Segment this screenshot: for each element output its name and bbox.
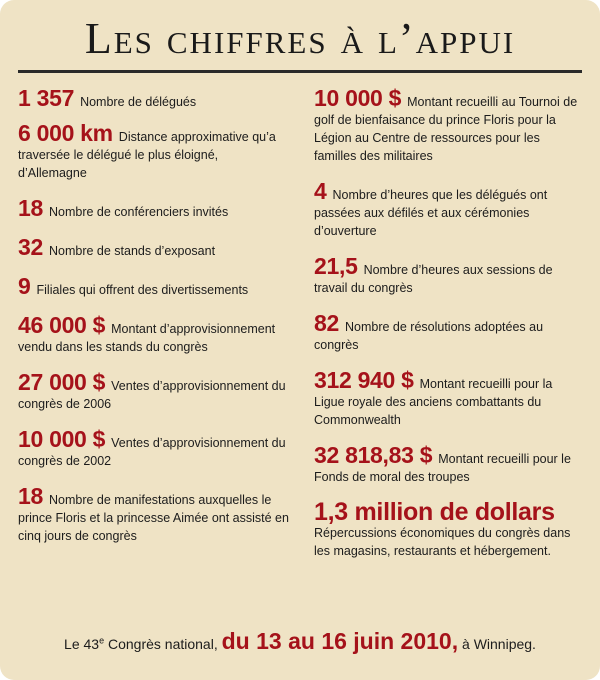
fact-item bbox=[18, 235, 290, 260]
fact-text: Nombre de délégués bbox=[80, 95, 197, 109]
footer-ordinal: e bbox=[99, 635, 105, 646]
fact-number: 10 000 $ bbox=[314, 85, 402, 111]
fact-text: Nombre de stands d’exposant bbox=[48, 244, 216, 258]
title-divider bbox=[18, 70, 582, 73]
fact-number: 1 357 bbox=[18, 85, 75, 111]
fact-number: 18 bbox=[18, 483, 43, 509]
fact-item bbox=[18, 427, 290, 470]
fact-text: Distance approximative qu’a traversée le délégué le plus éloigné, d’Allemagne bbox=[18, 130, 276, 180]
footer-prefix: Le 43 bbox=[64, 636, 100, 652]
fact-text: Répercussions économiques du congrès dans les magasins, restaurants et hébergement. bbox=[314, 526, 571, 558]
fact-text: Ventes d’approvisionnement du congrès de 2002 bbox=[18, 436, 286, 468]
fact-text: Montant d’approvisionnement vendu dans les stands du congrès bbox=[18, 322, 276, 354]
fact-text: Nombre de résolutions adoptées au congrès bbox=[314, 320, 544, 352]
footer-suffix: à Winnipeg. bbox=[458, 636, 536, 652]
fact-number: 10 000 $ bbox=[18, 426, 106, 452]
fact-text: Nombre d’heures que les délégués ont passées aux défilés et aux cérémonies d’ouverture bbox=[314, 188, 548, 238]
fact-item bbox=[314, 254, 584, 297]
fact-number: 46 000 $ bbox=[18, 312, 106, 338]
fact-number: 21,5 bbox=[314, 253, 358, 279]
fact-item bbox=[314, 368, 584, 429]
fact-item bbox=[314, 443, 584, 486]
fact-number: 312 940 $ bbox=[314, 367, 414, 393]
footer-dates: du 13 au 16 juin 2010, bbox=[221, 628, 459, 654]
fact-text: Montant recueilli au Tournoi de golf de bienfaisance du prince Floris pour la Légion au Centre de ressources pour les familles des militaires bbox=[314, 95, 578, 163]
fact-text: Montant recueilli pour la Ligue royale des anciens combattants du Commonwealth bbox=[314, 377, 553, 427]
fact-number: 27 000 $ bbox=[18, 369, 106, 395]
event-footer bbox=[0, 628, 600, 655]
fact-number: 32 818,83 $ bbox=[314, 442, 433, 468]
right-column bbox=[314, 86, 584, 574]
fact-text: Ventes d’approvisionnement du congrès de 2006 bbox=[18, 379, 286, 411]
left-column bbox=[18, 86, 290, 559]
fact-item bbox=[314, 179, 584, 240]
fact-item bbox=[18, 86, 290, 111]
fact-item bbox=[18, 484, 290, 545]
fact-number: 9 bbox=[18, 273, 31, 299]
fact-number: 4 bbox=[314, 178, 327, 204]
fact-item bbox=[314, 500, 584, 560]
fact-item bbox=[18, 313, 290, 356]
page-title: Les chiffres à l’appui bbox=[84, 14, 516, 63]
fact-number: 1,3 million de dollars bbox=[314, 498, 555, 526]
fact-text: Nombre de conférenciers invités bbox=[48, 205, 229, 219]
footer-middle: Congrès national, bbox=[104, 636, 222, 652]
fact-item bbox=[18, 196, 290, 221]
fact-text: Nombre de manifestations auxquelles le prince Floris et la princesse Aimée ont assisté en cinq jours de congrès bbox=[18, 493, 289, 543]
fact-item bbox=[18, 370, 290, 413]
fact-item bbox=[314, 86, 584, 165]
fact-number: 32 bbox=[18, 234, 43, 260]
fact-item bbox=[18, 121, 290, 182]
fact-item bbox=[314, 311, 584, 354]
fact-text: Filiales qui offrent des divertissements bbox=[36, 283, 249, 297]
fact-text: Nombre d’heures aux sessions de travail du congrès bbox=[314, 263, 553, 295]
fact-number: 6 000 km bbox=[18, 120, 113, 146]
fact-number: 18 bbox=[18, 195, 43, 221]
fact-number: 82 bbox=[314, 310, 339, 336]
fact-text: Montant recueilli pour le Fonds de moral des troupes bbox=[314, 452, 571, 484]
fact-item bbox=[18, 274, 290, 299]
